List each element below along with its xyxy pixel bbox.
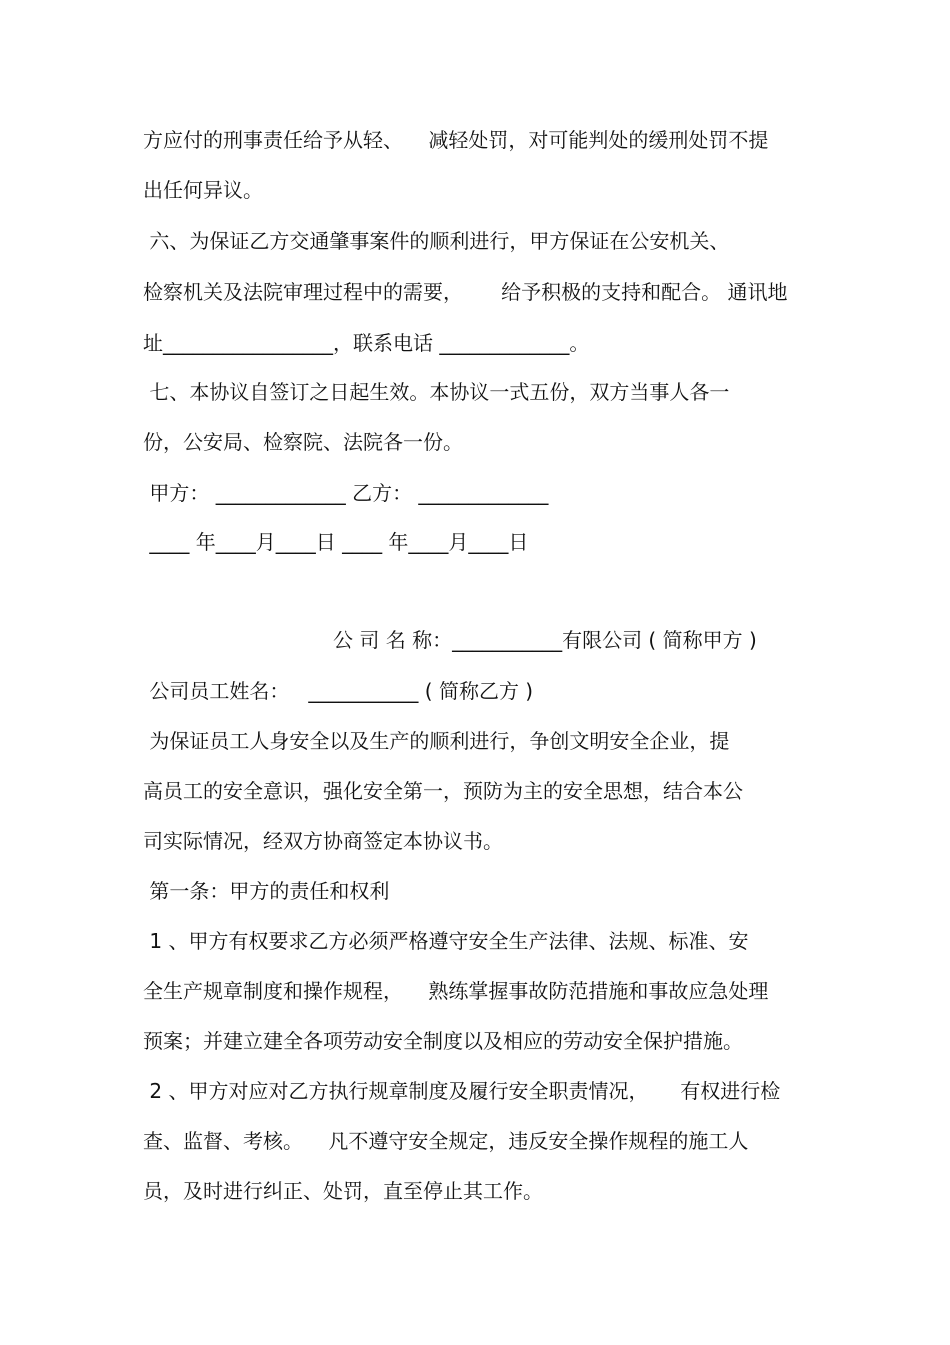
text-line: 全生产规章制度和操作规程， 熟练掌握事故防范措施和事故应急处理 — [143, 979, 769, 1003]
text-line: 份，公安局、检察院、法院各一份。 — [143, 430, 463, 454]
text-line: 高员工的安全意识，强化安全第一，预防为主的安全思想，结合本公 — [143, 779, 743, 803]
employee-name-line: 公司员工姓名： ___________ ( 简称乙方 ) — [143, 679, 534, 703]
section-heading: 第一条：甲方的责任和权利 — [143, 879, 390, 903]
signature-line: 甲方： _____________ 乙方： _____________ — [143, 481, 549, 505]
text-line: 司实际情况，经双方协商签定本协议书。 — [143, 829, 503, 853]
text-line: 七、本协议自签订之日起生效。本协议一式五份，双方当事人各一 — [143, 380, 730, 404]
text-line: 1 、甲方有权要求乙方必须严格遵守安全生产法律、法规、标准、安 — [143, 929, 749, 953]
text-line: 2 、甲方对应对乙方执行规章制度及履行安全职责情况， 有权进行检 — [143, 1079, 781, 1103]
text-line: 六、为保证乙方交通肇事案件的顺利进行，甲方保证在公安机关、 — [143, 229, 730, 253]
text-line: 预案；并建立建全各项劳动安全制度以及相应的劳动安全保护措施。 — [143, 1029, 743, 1053]
text-line: 址_________________，联系电话 _____________。 — [143, 331, 590, 355]
date-line: ____ 年____月____日 ____ 年____月____日 — [143, 530, 529, 554]
text-line: 出任何异议。 — [143, 178, 263, 202]
text-line: 检察机关及法院审理过程中的需要， 给予积极的支持和配合。 通讯地 — [143, 280, 788, 304]
text-line: 查、监督、考核。 凡不遵守安全规定，违反安全操作规程的施工人 — [143, 1129, 749, 1153]
text-line: 方应付的刑事责任给予从轻、 减轻处罚，对可能判处的缓刑处罚不提 — [143, 128, 769, 152]
text-line: 员，及时进行纠正、处罚，直至停止其工作。 — [143, 1179, 543, 1203]
text-line: 为保证员工人身安全以及生产的顺利进行，争创文明安全企业，提 — [143, 729, 730, 753]
company-name-line: 公 司 名 称：___________有限公司 ( 简称甲方 ) — [333, 628, 757, 652]
